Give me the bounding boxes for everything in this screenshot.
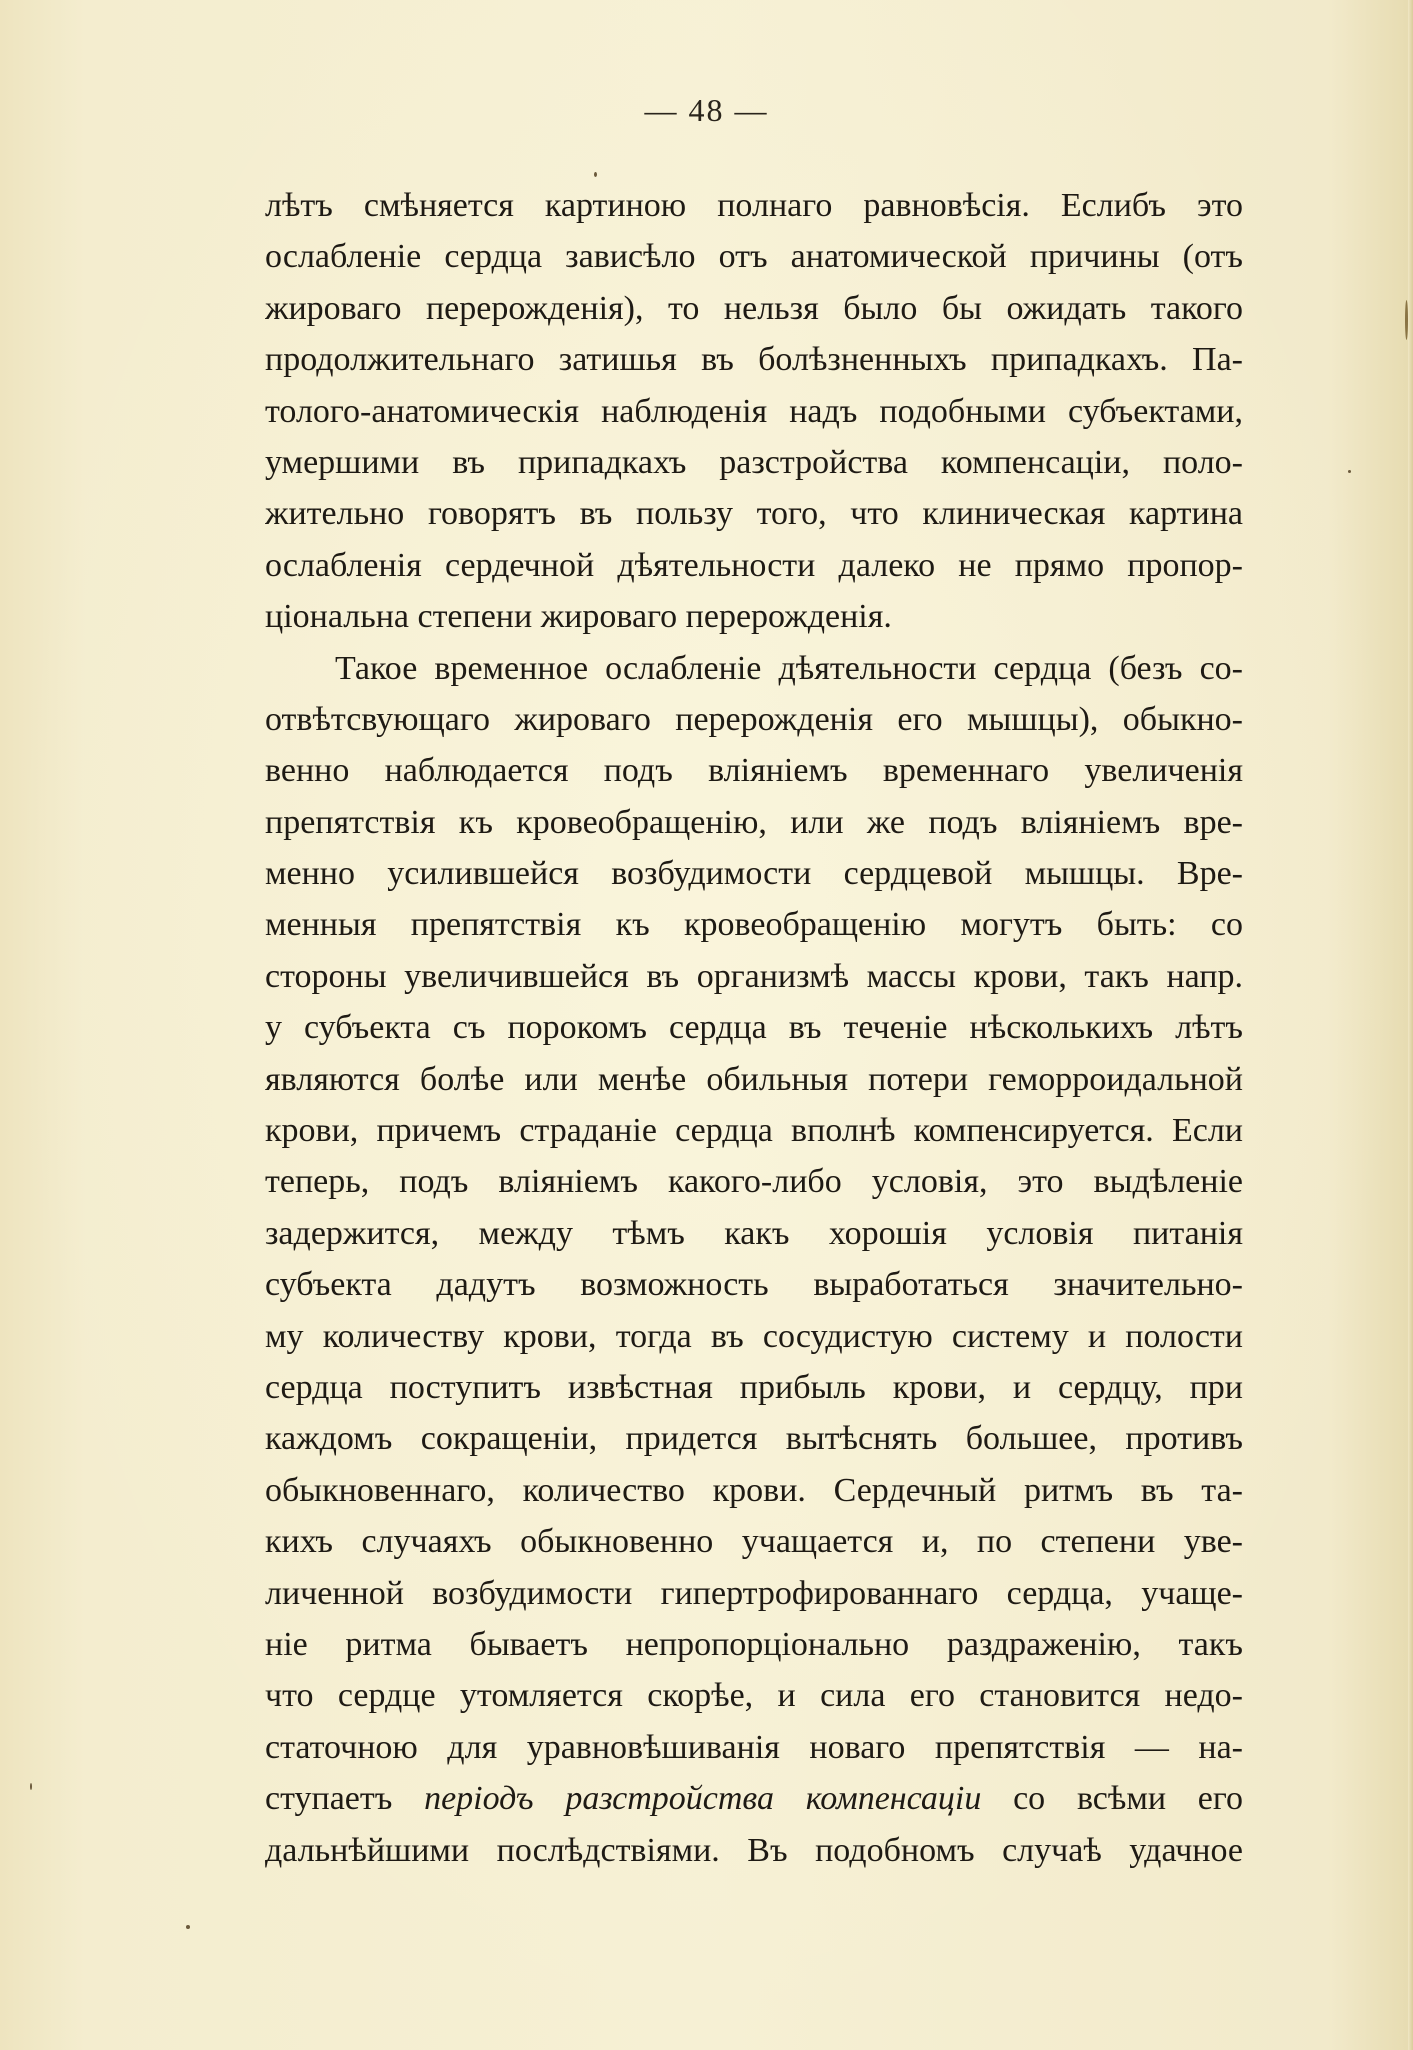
text-line: жироваго перерожденія), то нельзя было бы ожидать такого xyxy=(265,289,1243,327)
page-number: — 48 — xyxy=(644,92,769,128)
text-line: теперь, подъ вліяніемъ какого-либо условія, это выдѣленіе xyxy=(265,1163,1243,1201)
text-line: обыкновеннаго, количество крови. Сердечный ритмъ въ та- xyxy=(265,1471,1243,1509)
line-segment: со всѣми его xyxy=(981,1780,1243,1818)
text-line: лѣтъ смѣняется картиною полнаго равновѣсія. Еслибъ это xyxy=(265,187,1243,224)
text-line: му количеству крови, тогда въ сосудистую систему и полости xyxy=(265,1317,1243,1355)
text-line: дальнѣйшими послѣдствіями. Въ подобномъ случаѣ удачное xyxy=(265,1831,1243,1869)
text-line: статочною для уравновѣшиванія новаго препятствія — на- xyxy=(265,1728,1243,1766)
paper-speck xyxy=(1405,300,1408,340)
italic-term: періодъ разстройства компенсаціи xyxy=(424,1780,982,1818)
line-segment: ступаетъ xyxy=(265,1780,425,1818)
text-line: сердца поступитъ извѣстная прибыль крови, и сердцу, при xyxy=(265,1368,1243,1406)
body-text xyxy=(265,180,1243,1876)
text-line: умершими въ припадкахъ разстройства компенсаціи, поло- xyxy=(265,443,1243,481)
text-line: крови, причемъ страданіе сердца вполнѣ компенсируется. Если xyxy=(265,1112,1243,1150)
paper-speck xyxy=(1348,470,1351,473)
text-line: что сердце утомляется скорѣе, и сила его становится недо- xyxy=(265,1677,1243,1715)
text-line: менно усилившейся возбудимости сердцевой мышцы. Вре- xyxy=(265,855,1243,893)
text-line: менныя препятствія къ кровеобращенію могутъ быть: со xyxy=(265,906,1243,944)
text-line: ослабленія сердечной дѣятельности далеко не прямо пропор- xyxy=(265,546,1243,584)
text-line-with-italic xyxy=(265,1773,1243,1824)
paragraph-end-line: ціональна степени жироваго перерожденія. xyxy=(265,598,892,636)
paper-speck xyxy=(30,1783,32,1790)
paper-speck xyxy=(594,172,597,177)
paper-speck xyxy=(186,1925,190,1929)
text-line: ослабленіе сердца зависѣло отъ анатомической причины (отъ xyxy=(265,238,1243,276)
text-line: являются болѣе или менѣе обильныя потери геморроидальной xyxy=(265,1060,1243,1098)
page-edge-shadow xyxy=(1408,0,1413,2050)
text-line: венно наблюдается подъ вліяніемъ временнаго увеличенія xyxy=(265,752,1243,790)
text-line: субъекта дадутъ возможность выработаться значительно- xyxy=(265,1266,1243,1304)
text-line: ніе ритма бываетъ непропорціонально раздраженію, такъ xyxy=(265,1625,1243,1663)
text-line: препятствія къ кровеобращенію, или же подъ вліяніемъ вре- xyxy=(265,803,1243,841)
paragraph-start-line: Такое временное ослабленіе дѣятельности сердца (безъ со- xyxy=(335,649,1243,687)
text-line: толого-анатомическія наблюденія надъ подобными субъектами, xyxy=(265,392,1243,430)
text-line: кихъ случаяхъ обыкновенно учащается и, по степени уве- xyxy=(265,1523,1243,1561)
text-line: жительно говорятъ въ пользу того, что клиническая картина xyxy=(265,495,1243,533)
text-line: отвѣтсвующаго жироваго перерожденія его мышцы), обыкно- xyxy=(265,700,1243,738)
text-line: у субъекта съ порокомъ сердца въ теченіе нѣсколькихъ лѣтъ xyxy=(265,1009,1243,1047)
text-line: стороны увеличившейся въ организмѣ массы крови, такъ напр. xyxy=(265,957,1243,995)
text-line: продолжительнаго затишья въ болѣзненныхъ припадкахъ. Па- xyxy=(265,341,1243,379)
text-line: каждомъ сокращеніи, придется вытѣснять большее, противъ xyxy=(265,1420,1243,1458)
text-line: задержится, между тѣмъ какъ хорошія условія питанія xyxy=(265,1214,1243,1252)
text-line: личенной возбудимости гипертрофированнаго сердца, учаще- xyxy=(265,1574,1243,1612)
